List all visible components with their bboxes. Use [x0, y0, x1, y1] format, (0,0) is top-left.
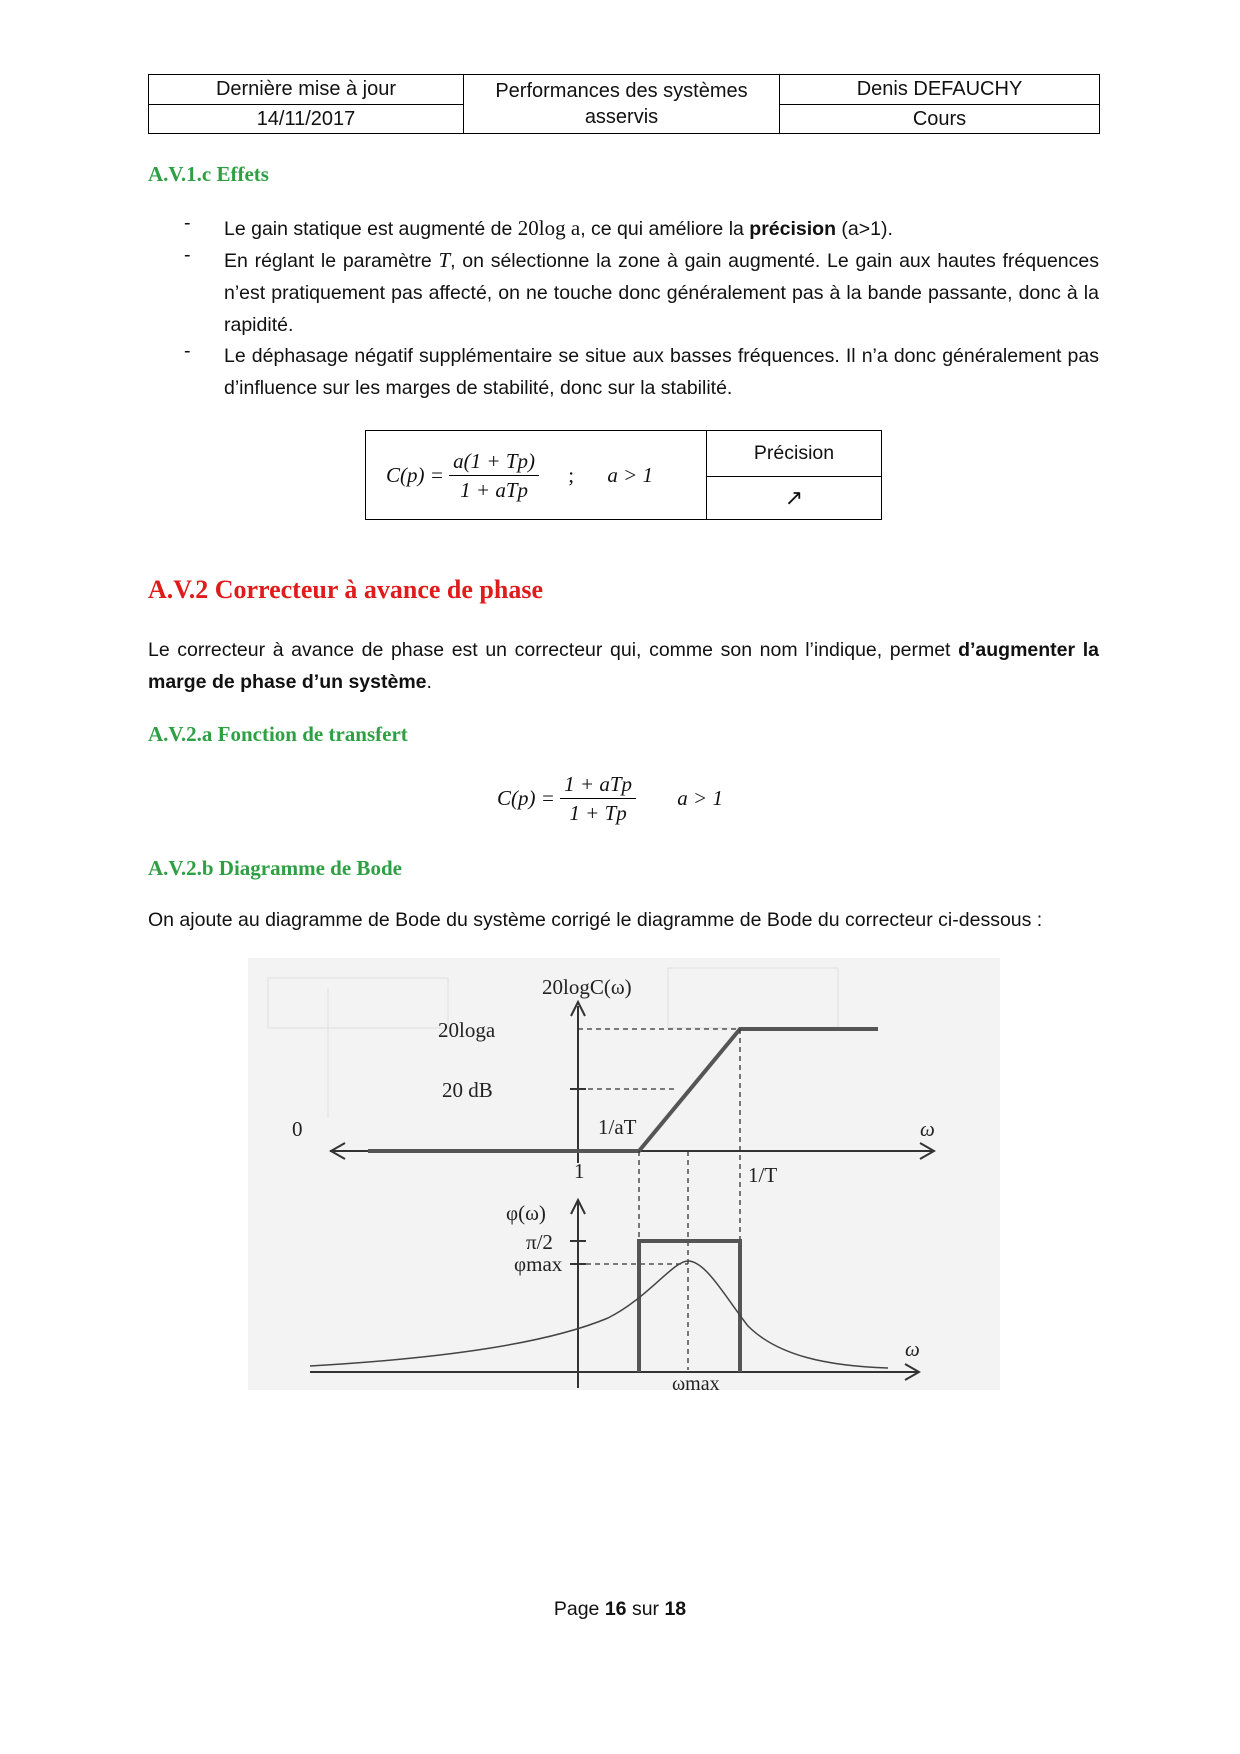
tick-label-one: 1 — [574, 1159, 585, 1183]
summary-denominator: 1 + aTp — [460, 478, 529, 502]
figure-background — [248, 958, 1000, 1390]
header-course-title-line2: asservis — [584, 106, 659, 128]
corner-label-1aT: 1/aT — [598, 1115, 637, 1139]
bullet-dash: - — [184, 340, 191, 362]
section-title-effets: A.V.1.c Effets — [148, 162, 269, 186]
summary-condition: a > 1 — [607, 463, 654, 487]
bullet-2-text-a: En réglant le paramètre — [224, 250, 439, 272]
gain-label-20loga: 20loga — [438, 1018, 496, 1042]
bullet-2-math: T — [438, 248, 451, 272]
transfer-fraction — [560, 770, 636, 827]
summary-lhs: C(p) = — [386, 463, 444, 487]
summary-numerator: a(1 + Tp) — [449, 447, 539, 476]
avance-intro-text: Le correcteur à avance de phase est un correcteur qui, comme son nom l’indique, permet — [148, 639, 959, 661]
bode-diagram — [248, 958, 1000, 1390]
bullet-effet-2 — [224, 244, 1099, 341]
bullet-dash: - — [184, 244, 191, 266]
footer-page-word: Page — [553, 1598, 600, 1620]
bode-intro: On ajoute au diagramme de Bode du système corrigé le diagramme de Bode du correcteur ci-dessous : — [148, 909, 1043, 931]
bullet-1-text-a: Le gain statique est augmenté de — [224, 218, 518, 240]
gain-label-20db: 20 dB — [442, 1078, 493, 1102]
summary-fraction — [449, 447, 539, 504]
phase-label-phimax-text: φmax — [514, 1252, 563, 1276]
header-author: Denis DEFAUCHY — [780, 75, 1100, 105]
transfer-denominator: 1 + Tp — [569, 801, 627, 825]
gain-axis-label: 20logC(ω) — [542, 975, 632, 999]
summary-header-precision: Précision — [707, 431, 881, 477]
header-table — [148, 74, 1100, 134]
header-course-title — [464, 75, 780, 134]
bullet-1-text-c: (a>1). — [836, 218, 893, 240]
transfer-numerator: 1 + aTp — [560, 770, 636, 799]
avance-intro-end: . — [426, 671, 432, 693]
footer-total-pages: 18 — [664, 1598, 687, 1620]
omega-label-gain: ω — [920, 1117, 935, 1141]
avance-intro — [148, 634, 1099, 698]
phase-label-phimax — [514, 1252, 563, 1276]
bullet-2-text-b: , on sélectionne la zone à gain augmenté. Le gain aux hautes fréquences n’est pratiquement pas affecté, on ne touche donc généralement pas à la bande passante, donc à la rapidité. — [224, 250, 1100, 336]
section-title-bode: A.V.2.b Diagramme de Bode — [148, 856, 402, 880]
transfer-formula — [497, 770, 723, 827]
phase-label-pi2: π/2 — [526, 1230, 553, 1254]
footer-page-number: 16 — [604, 1598, 627, 1620]
header-doc-type: Cours — [780, 104, 1100, 134]
transfer-lhs: C(p) = — [497, 786, 555, 810]
header-update-label: Dernière mise à jour — [149, 75, 464, 105]
summary-separator: ; — [568, 463, 575, 487]
zero-label: 0 — [292, 1117, 303, 1141]
summary-effect-arrow: ↗ — [784, 485, 804, 510]
section-title-transfert: A.V.2.a Fonction de transfert — [148, 722, 408, 746]
footer-of-word: sur — [631, 1598, 660, 1620]
bullet-effet-1 — [224, 212, 1099, 245]
page-footer — [0, 1598, 1240, 1621]
omega-max-label: ωmax — [672, 1373, 720, 1390]
section-title-avance: A.V.2 Correcteur à avance de phase — [148, 575, 544, 604]
bullet-1-text-b: , ce qui améliore la — [580, 218, 750, 240]
phase-axis-label: φ(ω) — [506, 1201, 546, 1225]
header-update-date: 14/11/2017 — [149, 104, 464, 134]
summary-box — [365, 430, 882, 520]
avance-intro-bold: d’augmenter la marge de phase d’un système — [148, 639, 1099, 693]
bullet-effet-3: Le déphasage négatif supplémentaire se situe aux basses fréquences. Il n’a donc généralement pas d’influence sur les marges de stabilité, donc sur la stabilité. — [224, 345, 1099, 399]
bullet-dash: - — [184, 212, 191, 234]
header-course-title-line1: Performances des systèmes — [495, 80, 748, 102]
bullet-1-bold: précision — [749, 218, 836, 240]
bullet-1-math: 20log a — [517, 216, 581, 240]
summary-formula-cell — [366, 431, 707, 519]
summary-formula — [386, 447, 653, 504]
transfer-condition: a > 1 — [677, 786, 723, 810]
corner-label-1T: 1/T — [748, 1163, 778, 1187]
omega-label-phase: ω — [905, 1337, 920, 1361]
